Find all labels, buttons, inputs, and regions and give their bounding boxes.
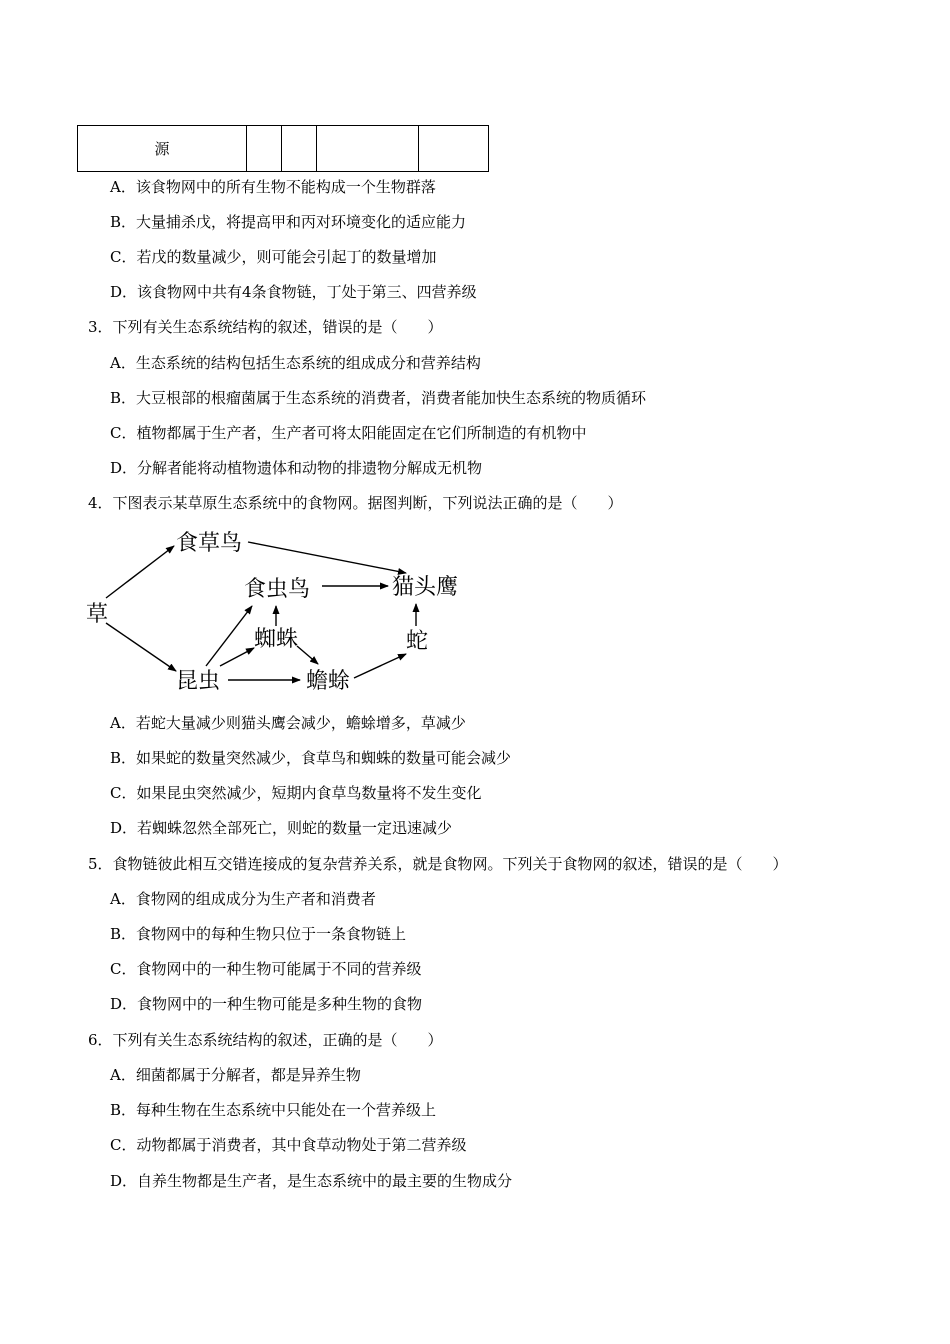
option-b: B．大量捕杀戊，将提高甲和丙对环境变化的适应能力	[110, 213, 467, 231]
option-b: B．食物网中的每种生物只位于一条食物链上	[110, 925, 407, 943]
question-6-stem: 6．下列有关生态系统结构的叙述，正确的是（ ）	[88, 1031, 443, 1049]
arrow-insect-to-insect-bird	[206, 606, 252, 666]
node-herbivorous-bird: 食草鸟	[176, 531, 243, 556]
option-a: A．细菌都属于分解者，都是异养生物	[110, 1066, 361, 1084]
option-b: B．如果蛇的数量突然减少，食草鸟和蜘蛛的数量可能会减少	[110, 749, 512, 767]
option-c: C．食物网中的一种生物可能属于不同的营养级	[110, 960, 422, 978]
table-cell: 源	[78, 126, 247, 172]
arrow-insect-to-spider	[220, 648, 254, 666]
arrow-spider-to-toad	[297, 646, 318, 664]
option-c: C．如果昆虫突然减少，短期内食草鸟数量将不发生变化	[110, 784, 482, 802]
option-b: B．大豆根部的根瘤菌属于生态系统的消费者，消费者能加快生态系统的物质循环	[110, 389, 647, 407]
option-d: D．分解者能将动植物遗体和动物的排遗物分解成无机物	[110, 459, 483, 477]
option-b: B．每种生物在生态系统中只能处在一个营养级上	[110, 1101, 437, 1119]
table-row	[78, 126, 489, 172]
option-a: A．生态系统的结构包括生态系统的组成成分和营养结构	[110, 354, 481, 372]
node-toad: 蟾蜍	[306, 669, 351, 694]
table-cell	[247, 126, 282, 172]
node-insectivorous-bird: 食虫鸟	[244, 577, 311, 602]
option-c: C．植物都属于生产者，生产者可将太阳能固定在它们所制造的有机物中	[110, 424, 587, 442]
option-d: D．该食物网中共有4条食物链，丁处于第三、四营养级	[110, 283, 477, 301]
option-a: A．食物网的组成成分为生产者和消费者	[110, 890, 376, 908]
table-fragment	[77, 125, 489, 172]
arrow-toad-to-snake	[354, 654, 406, 678]
option-c: C．若戊的数量减少，则可能会引起丁的数量增加	[110, 248, 437, 266]
arrow-grass-to-insect	[106, 623, 176, 671]
question-3-stem: 3．下列有关生态系统结构的叙述，错误的是（ ）	[88, 318, 443, 336]
question-5-stem: 5．食物链彼此相互交错连接成的复杂营养关系，就是食物网。下列关于食物网的叙述，错误的是（ ）	[88, 855, 788, 873]
table-cell	[317, 126, 419, 172]
option-d: D．食物网中的一种生物可能是多种生物的食物	[110, 995, 423, 1013]
node-spider: 蜘蛛	[254, 627, 299, 652]
node-insect: 昆虫	[176, 669, 221, 694]
table-cell	[419, 126, 489, 172]
arrow-grass-to-herb-bird	[106, 546, 174, 598]
option-d: D．自养生物都是生产者，是生态系统中的最主要的生物成分	[110, 1172, 513, 1190]
node-snake: 蛇	[406, 629, 429, 654]
option-d: D．若蜘蛛忽然全部死亡，则蛇的数量一定迅速减少	[110, 819, 453, 837]
food-web-diagram	[82, 518, 482, 698]
question-4-stem: 4．下图表示某草原生态系统中的食物网。据图判断，下列说法正确的是（ ）	[88, 494, 623, 512]
option-a: A．该食物网中的所有生物不能构成一个生物群落	[110, 178, 436, 196]
arrow-herb-bird-to-owl	[248, 542, 406, 573]
node-owl: 猫头鹰	[392, 575, 459, 600]
option-a: A．若蛇大量减少则猫头鹰会减少，蟾蜍增多，草减少	[110, 714, 466, 732]
table-cell	[282, 126, 317, 172]
option-c: C．动物都属于消费者，其中食草动物处于第二营养级	[110, 1136, 467, 1154]
node-grass: 草	[86, 602, 109, 627]
